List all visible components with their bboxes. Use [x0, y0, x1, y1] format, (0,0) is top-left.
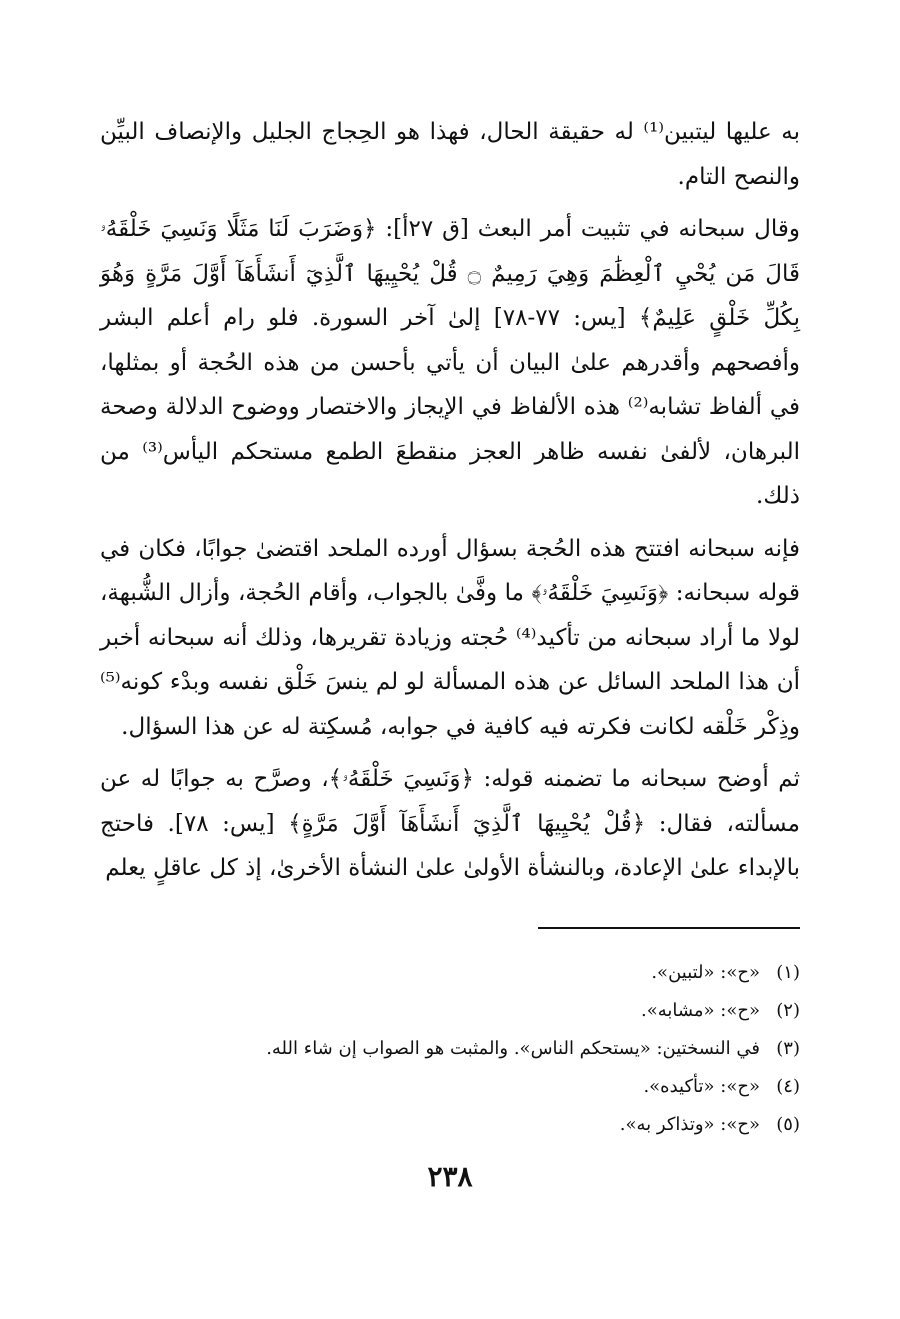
footnotes — [100, 954, 800, 1144]
footnote-1 — [100, 954, 800, 992]
footnote-number: (٥) — [776, 1114, 800, 1135]
footnote-text: في النسختين: «يستحكم الناس». والمثبت هو الصواب إن شاء الله. — [266, 1038, 760, 1059]
paragraph-2: وقال سبحانه في تثبيت أمر البعث [ق ٢٧أ]: ﴿وَضَرَبَ لَنَا مَثَلًا وَنَسِيَ خَلْقَهُۥ قَالَ مَن يُحْيِ ٱلْعِظَٰمَ وَهِيَ رَمِيمٌ ۝ قُلْ يُحْيِيهَا ٱلَّذِيٓ أَنشَأَهَآ أَوَّلَ مَرَّةٍ وَهُوَ بِكُلِّ خَلْقٍ عَلِيمٌ﴾ [يس: ٧٧-٧٨] إلىٰ آخر السورة. فلو رام أعلم البشر وأفصحهم وأقدرهم علىٰ البيان أن يأتي بأحسن من هذه الحُجة أو بمثلها، في ألفاظ تشابه⁽²⁾ هذه الألفاظ في الإيجاز والاختصار ووضوح الدلالة وصحة البرهان، لألفىٰ نفسه ظاهر العجز منقطعَ الطمع مستحكم اليأس⁽³⁾ من ذلك. — [100, 216, 801, 509]
footnote-text: «ح»: «مشابه». — [640, 1000, 760, 1021]
page-number: ٢٣٨ — [427, 1160, 473, 1193]
footnote-number: (٢) — [776, 1000, 800, 1021]
main-text — [100, 110, 800, 899]
footnote-2 — [100, 992, 800, 1030]
footnote-separator — [538, 927, 800, 929]
footnote-4 — [100, 1068, 800, 1106]
paragraph-1: به عليها ليتبين⁽¹⁾ له حقيقة الحال، فهذا هو الحِجاج الجليل والإنصاف البيِّن والنصح التام. — [100, 119, 800, 190]
footnote-number: (٤) — [776, 1076, 800, 1097]
footnote-number: (٣) — [776, 1038, 800, 1059]
footnote-text: «ح»: «تأكيده». — [643, 1076, 760, 1097]
footnote-number: (١) — [776, 962, 800, 983]
footnote-text: «ح»: «لتبين». — [651, 962, 760, 983]
paragraph-4: ثم أوضح سبحانه ما تضمنه قوله: ﴿وَنَسِيَ خَلْقَهُۥ﴾، وصرَّح به جوابًا له عن مسألته، فقال: ﴿قُلْ يُحْيِيهَا ٱلَّذِيٓ أَنشَأَهَآ أَوَّلَ مَرَّةٍ﴾ [يس: ٧٨]. فاحتج بالإبداء علىٰ الإعادة، وبالنشأة الأولىٰ علىٰ النشأة الأخرىٰ، إذ كل عاقلٍ يعلم — [100, 766, 800, 881]
paragraph-3: فإنه سبحانه افتتح هذه الحُجة بسؤال أورده الملحد اقتضىٰ جوابًا، فكان في قوله سبحانه: ﴿وَنَسِيَ خَلْقَهُۥ﴾ ما وفَّىٰ بالجواب، وأقام الحُجة، وأزال الشُّبهة، لولا ما أراد سبحانه من تأكيد⁽⁴⁾ حُجته وزيادة تقريرها، وذلك أنه سبحانه أخبر أن هذا الملحد السائل عن هذه المسألة لو لم ينسَ خَلْق نفسه وبدْء كونه⁽⁵⁾ وذِكْر خَلْقه لكانت فكرته فيه كافية في جوابه، مُسكِتة له عن هذا السؤال. — [100, 535, 801, 740]
footnote-text: «ح»: «وتذاكر به». — [619, 1114, 760, 1135]
footnote-3 — [100, 1030, 800, 1068]
footnote-5 — [100, 1106, 800, 1144]
